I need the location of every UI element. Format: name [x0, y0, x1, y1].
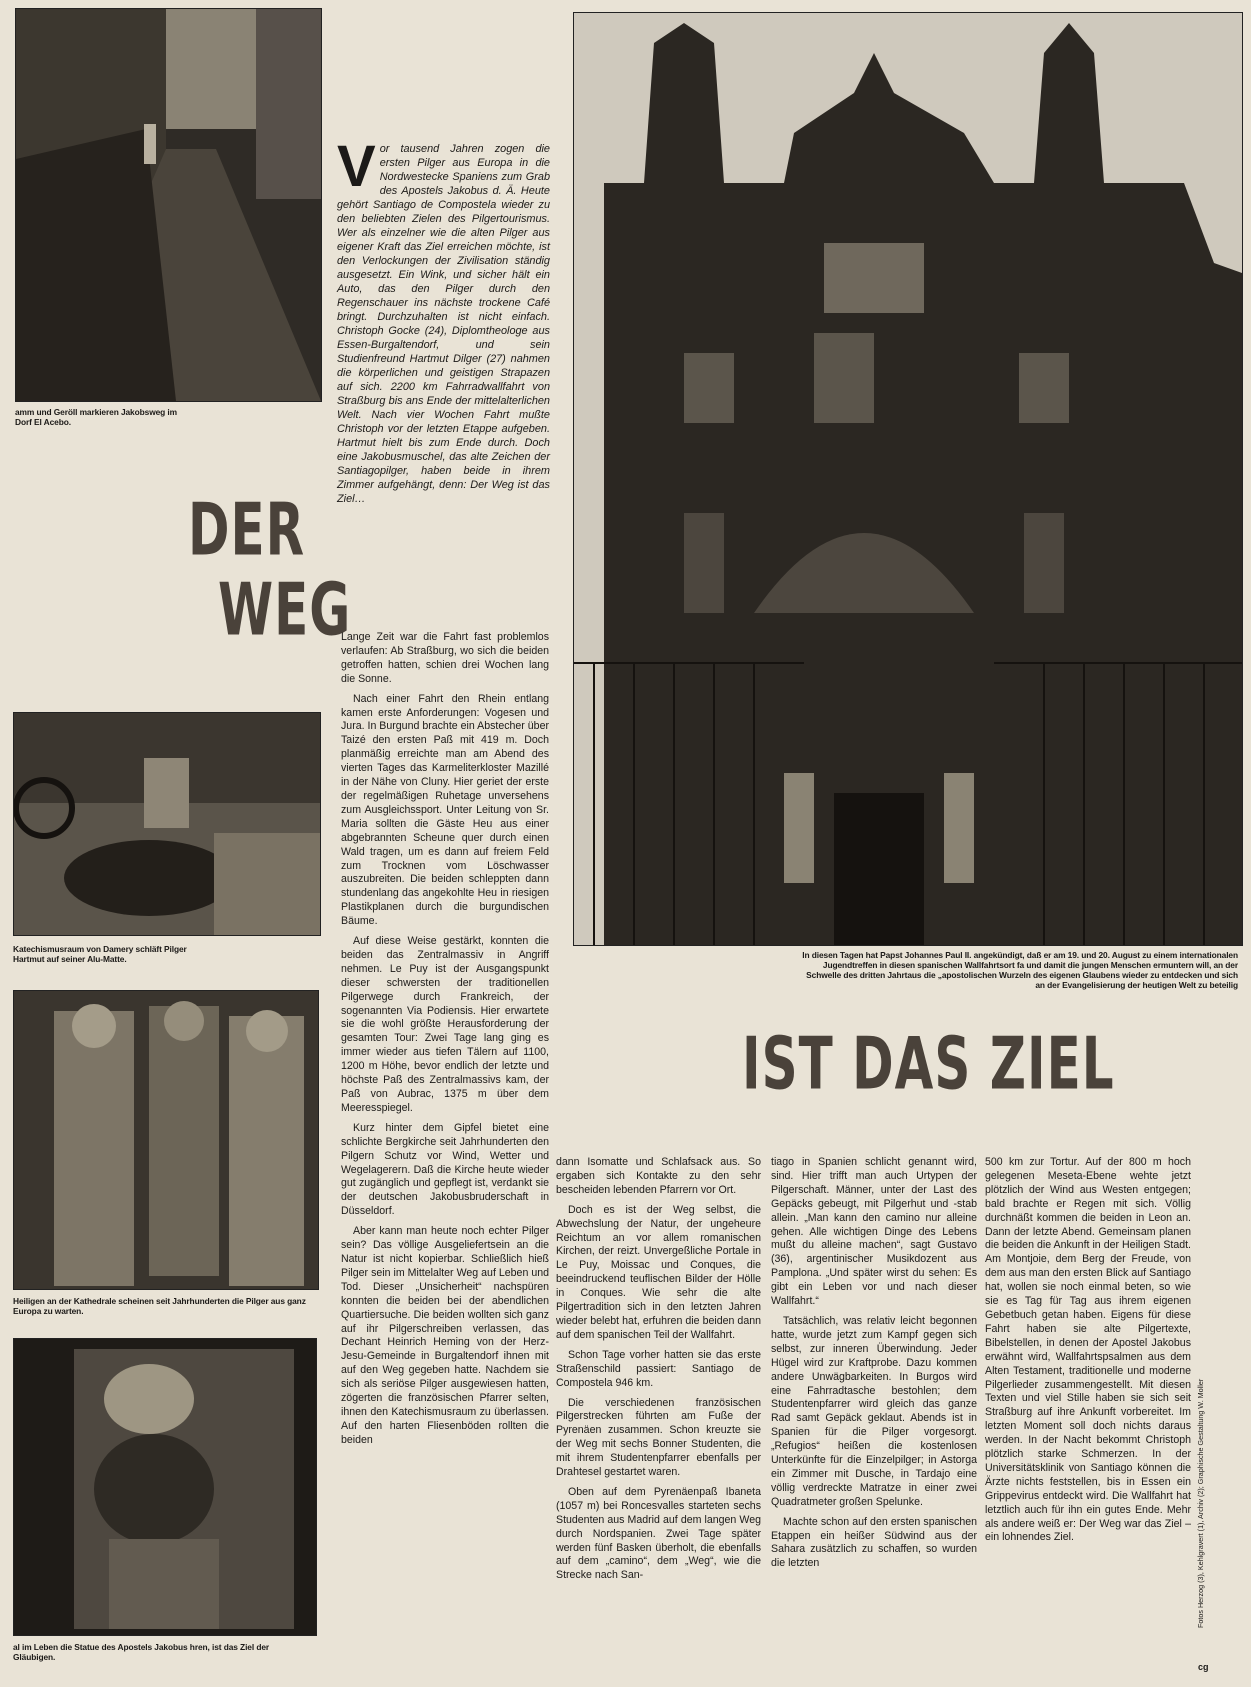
caption-photo-2: Katechismusraum von Damery schläft Pilger Hartmut auf seiner Alu-Matte.: [13, 944, 187, 964]
caption-photo-1: amm und Geröll markieren Jakobsweg im Dorf El Acebo.: [15, 407, 177, 427]
photo-apostle-statue: [13, 1338, 317, 1636]
article-column-1: [341, 631, 549, 1454]
paragraph: Kurz hinter dem Gipfel bietet eine schlichte Bergkirche seit Jahrhunderten den Pilgern Schutz vor Wind, Wetter und Wegelagerern. Daß die Kirche heute wieder gut zugänglich und gepflegt ist, verdankt sie der deutschen Jakobusbruderschaft in Düsseldorf.: [341, 1121, 549, 1218]
article-column-2: [556, 1156, 761, 1589]
paragraph: Lange Zeit war die Fahrt fast problemlos verlaufen: Ab Straßburg, wo sich die beiden getroffen hatten, schien drei Wochen lang die Sonne.: [341, 631, 549, 685]
paragraph: tiago in Spanien schlicht genannt wird, sind. Hier trifft man auch Urtypen der Pilgerschaft. Männer, unter der Last des Gepäcks gebeugt, mit Pilgerhut und -stab allein. „Man kann den camino nur alleine gehen. Alle wichtigen Dinge des Lebens mußt du alleine machen“, sagt Gustavo (36), argentinischer Musikdozent aus Pamplona. „Und später wirst du sehen: Es gibt ein Leben vor und nach dieser Wallfahrt.“: [771, 1156, 977, 1308]
photo-cathedral-saints: [13, 990, 319, 1290]
paragraph: Schon Tage vorher hatten sie das erste Straßenschild passiert: Santiago de Compostela 946 km.: [556, 1348, 761, 1389]
caption-cathedral: In diesen Tagen hat Papst Johannes Paul II. angekündigt, daß er am 19. und 20. August zu einem internationalen Jugendtreffen in diesen spanischen Wallfahrtsort fa und damit die jungen Menschen ermuntern will, an der Schwelle des dritten Jahrtaus die „apostolischen Wurzeln des eigenen Glaubens wieder zu entdecken und sich an der Evangelisierung der heutigen Welt zu beteilig: [802, 950, 1238, 990]
lead-text: or tausend Jahren zogen die ersten Pilger aus Europa in die Nordwestecke Spaniens zum Grab des Apostels Jakobus d. Ä. Heute gehört Santiago de Compostela wieder zu den beliebten Zielen des Pilgertourismus. Wer als einzelner wie die alten Pilger aus eigener Kraft das Ziel erreichen möchte, ist den Verlockungen der Zivilisation ständig ausgesetzt. Ein Wink, und sicher hält ein Auto, das den Pilger durch den Regenschauer ins nächste trockene Café bringt. Durchzuhalten ist nicht einfach. Christoph Gocke (24), Diplomtheologe aus Essen-Burgaltendorf, und sein Studienfreund Hartmut Dilger (27) nahmen die körperlichen und geistigen Strapazen auf sich. 2200 km Fahrradwallfahrt von Straßburg bis ans Ende der mittelalterlichen Welt. Nach vier Wochen Fahrt mußte Christoph vor der letzten Etappe aufgeben. Hartmut hielt bis zum Ende durch. Doch eine Jakobusmuschel, das alte Zeichen der Santiagopilger, haben beide in ihrem Zimmer aufgehängt, denn: Der Weg ist das Ziel…: [337, 143, 550, 505]
author-signature: cg: [1198, 1662, 1209, 1672]
paragraph: Tatsächlich, was relativ leicht begonnen hatte, wurde jetzt zum Kampf gegen sich selbst, zur inneren Überwindung. Jeder Hügel wird zur Kraftprobe. Dazu kommen andere Unwägbarkeiten. In Burgos wird eine Fahrradtasche bestohlen; dem Studentenpfarrer wird gleich das ganze Rad samt Gepäck geklaut. Abends ist in Spanien für die Pilger vorgesorgt. „Refugios“ heißen die kostenlosen Unterkünfte für die Einzelpilger; in Astorga ein Zimmer mit Dusche, in Tardajo eine völlig verdreckte Matratze in einer zwei Quadratmeter großen Spelunke.: [771, 1314, 977, 1508]
lead-paragraph: [337, 134, 550, 506]
paragraph: dann Isomatte und Schlafsack aus. So ergaben sich Kontakte zu den sehr bescheiden lebenden Pfarrern vor Ort.: [556, 1156, 761, 1196]
drop-cap: V: [337, 134, 376, 199]
paragraph: Auf diese Weise gestärkt, konnten die beiden das Zentralmassiv in Angriff nehmen. Le Puy ist der Ausgangspunkt dieser schwersten der traditionellen Pilgerwege durch Frankreich, der sogenannten Via Podiensis. Hier erwartete sie die wohl größte Herausforderung der gesamten Tour: Zwei Tage lang ging es immer wieder aus tiefen Tälern auf 1100, 1200 m Höhe, bevor endlich der letzte und höchste Paß des Zentralmassivs kam, der Paß von Aubrac, 1375 m über dem Meeresspiegel.: [341, 935, 549, 1114]
photo-credit: Fotos Herzog (3), Kehlgravert (1), Archiv (2); Graphische Gestaltung W. Moller: [1196, 1378, 1205, 1628]
paragraph: Doch es ist der Weg selbst, die Abwechslung der Natur, der ungeheure Reichtum an vor allem romanischen Kirchen, der reizt. Unvergeßliche Portale in Le Puy, Moissac und Conques, die beeindruckend teuflischen Bilder der Hölle in Conques. Wie sehr die alte Pilgertradition sich in den letzten Jahren wieder belebt hat, erfuhren die beiden dann auf dem spanischen Teil der Wallfahrt.: [556, 1203, 761, 1341]
headline-der: DER: [188, 488, 306, 573]
photo-cathedral: [573, 12, 1243, 946]
headline-weg: WEG: [218, 568, 352, 653]
paragraph: Aber kann man heute noch echter Pilger sein? Das völlige Ausgeliefertsein an die Natur ist nicht kopierbar. Schließlich hieß Pilger sein im Mittelalter Weg auf Leben und Tod. Dieser „Unsicherheit“ nachspüren konnten die beiden bei der abendlichen Quartiersuche. Die beiden wollten sich ganz auf ihr Pilgerschreiben verlassen, das Dechant Heinrich Heming von der Herz-Jesu-Gemeinde in Burgaltendorf ihnen mit auf den Weg gegeben hatte. Nachdem sie sich als seriöse Pilger ausgewiesen hatten, zögerten die französischen Pfarrer selten, ihnen den Katechismusraum zu überlassen. Auf den harten Fliesenböden rollten die beiden: [341, 1225, 549, 1446]
paragraph: Die verschiedenen französischen Pilgerstrecken führten am Fuße der Pyrenäen zusammen. Schon kreuzte sie der Weg mit sechs Bonner Studenten, die mit ihrem Studentenpfarrer ebenfalls per Drahtesel gestartet waren.: [556, 1396, 761, 1479]
article-column-4: [985, 1156, 1191, 1551]
caption-photo-4: al im Leben die Statue des Apostels Jakobus hren, ist das Ziel der Gläubigen.: [13, 1642, 270, 1662]
paragraph: Nach einer Fahrt den Rhein entlang kamen erste Anforderungen: Vogesen und Jura. In Burgund brachte ein Abstecher über Taizé den ersten Paß mit 419 m. Doch planmäßig erreichte man am Abend des vierten Tages das Karmeliterkloster Mazillé in der Nähe von Cluny. Hier geriet der erste der regelmäßigen Ruhetage unversehens zum Ausgleichssport. Unter Leitung von Sr. Maria sollten die Gäste Heu aus einer abgebrannten Scheune quer durch einen Wald tragen, um es dann auf freiem Feld zum Trocknen vom Löschwasser auszubreiten. Die beiden schleppten dann stundenlang das angekohlte Heu in riesigen Plastikplanen durch die burgundischen Bäume.: [341, 692, 549, 928]
paragraph: Machte schon auf den ersten spanischen Etappen ein heißer Südwind aus der Sahara zusätzlich zu schaffen, so wurden die letzten: [771, 1515, 977, 1570]
headline-ist-das-ziel: IST DAS ZIEL: [742, 1022, 1115, 1107]
caption-photo-3: Heiligen an der Kathedrale scheinen seit Jahrhunderten die Pilger aus ganz Europa zu warten.: [13, 1296, 306, 1316]
paragraph: Oben auf dem Pyrenäenpaß Ibaneta (1057 m) bei Roncesvalles starteten sechs Studenten aus Madrid auf dem langen Weg durch Nordspanien. Zwei Tage später werden fünf Basken überholt, die ebenfalls auf dem „camino“, dem „Weg“, wie die Strecke nach San-: [556, 1485, 761, 1582]
photo-catechism-room: [13, 712, 321, 936]
paragraph: 500 km zur Tortur. Auf der 800 m hoch gelegenen Meseta-Ebene wehte jetzt plötzlich der Wind aus Westen entgegen; bald brachte er Regen mit sich. Völlig durchnäßt kommen die beiden in Leon an. Dann der letzte Abend. Gemeinsam planen die beiden die Ankunft in der Heiligen Stadt. Am Montjoie, dem Berg der Freude, von dem aus man den ersten Blick auf Santiago hat, wollen sie noch einmal beten, so wie sie es Tag für Tag aus ihrem eigenen Gebetbuch getan haben. Eigens für diese Fahrt haben sie alte Pilgertexte, Bibelstellen, in denen der Apostel Jakobus erwähnt wird, Wallfahrtspsalmen aus dem Alten Testament, traditionelle und moderne Pilgerlieder zusammengestellt. Mit diesen Texten und viel Stille haben sie sich seit Straßburg auf ihre Ankunft vorbereitet. Im letzten Moment soll doch nichts daraus werden. In der Nacht bekommt Christoph plötzlich starke Schmerzen. In der Universitätsklinik von Santiago können die Ärzte nichts feststellen, bis in Essen ein Grippevirus entdeckt wird. Die Wallfahrt hat letztlich auch für ihn ein gutes Ende. Mehr als andere weiß er: Der Weg war das Ziel – ein lohnendes Ziel.: [985, 1156, 1191, 1544]
article-column-3: [771, 1156, 977, 1577]
photo-village-path: [15, 8, 322, 402]
